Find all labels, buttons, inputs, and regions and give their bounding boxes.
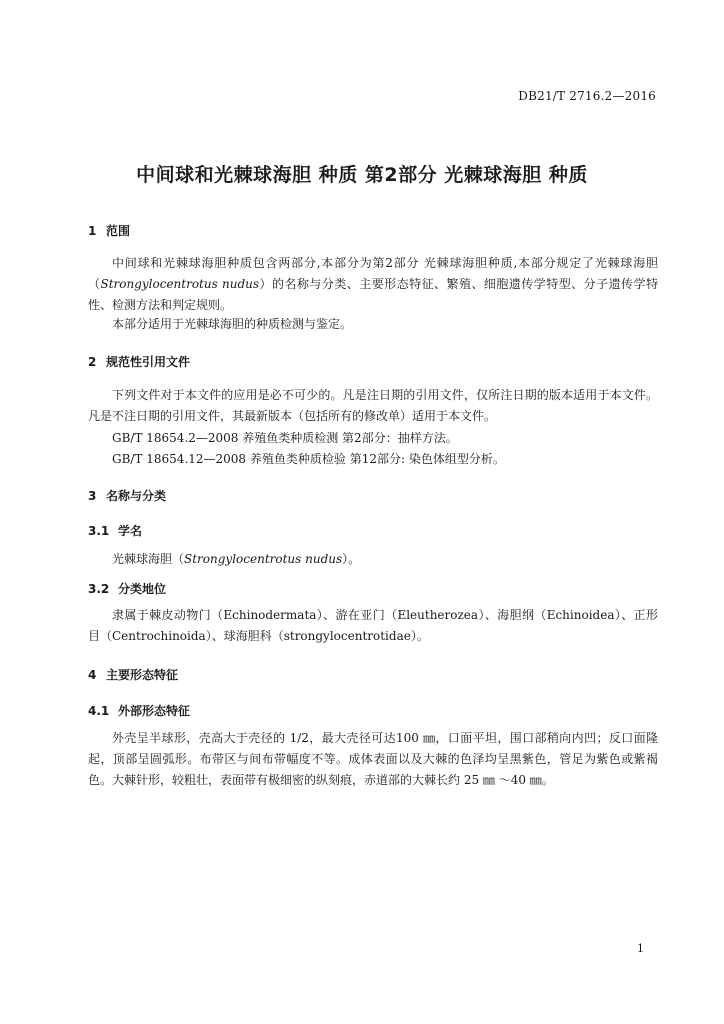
section-3-2-heading bbox=[88, 580, 166, 597]
section-title: 分类地位 bbox=[118, 582, 167, 596]
section-1-paragraph-1 bbox=[88, 253, 658, 316]
section-title: 范围 bbox=[106, 224, 131, 238]
section-title: 主要形态特征 bbox=[106, 668, 179, 682]
section-title: 外部形态特征 bbox=[118, 704, 191, 718]
section-number: 3.2 bbox=[88, 582, 110, 596]
section-number: 4.1 bbox=[88, 704, 110, 718]
page-number: 1 bbox=[637, 942, 644, 955]
normative-reference-1: GB/T 18654.2—2008 养殖鱼类种质检测 第2部分：抽样方法。 bbox=[112, 431, 458, 445]
section-4-1-heading bbox=[88, 702, 190, 719]
section-3-1-heading bbox=[88, 522, 142, 539]
section-3-1-text bbox=[88, 549, 658, 570]
section-number: 3.1 bbox=[88, 524, 110, 538]
paragraph-text: 中间球和光棘球海胆种质包含两部分,本部分为第2部分 光棘球海胆种质,本部分规定了光棘球海胆（ bbox=[88, 256, 658, 291]
section-number: 4 bbox=[88, 668, 97, 682]
document-title: 中间球和光棘球海胆 种质 第2部分 光棘球海胆 种质 bbox=[136, 164, 588, 186]
section-2-paragraph-1: 下列文件对于本文件的应用是必不可少的。凡是注日期的引用文件，仅所注日期的版本适用于本文件。凡是不注日期的引用文件，其最新版本（包括所有的修改单）适用于本文件。 bbox=[88, 388, 658, 423]
section-1-heading bbox=[88, 222, 130, 239]
section-2-heading bbox=[88, 353, 190, 370]
section-title: 学名 bbox=[118, 524, 143, 538]
section-title: 规范性引用文件 bbox=[106, 355, 191, 369]
section-number: 2 bbox=[88, 355, 97, 369]
normative-reference-2: GB/T 18654.12—2008 养殖鱼类种质检验 第12部分: 染色体组型分析。 bbox=[112, 452, 505, 466]
section-number: 3 bbox=[88, 489, 97, 503]
latin-name: Strongylocentrotus nudus bbox=[100, 277, 260, 291]
section-4-heading bbox=[88, 666, 178, 683]
section-1-paragraph-2: 本部分适用于光棘球海胆的种质检测与鉴定。 bbox=[112, 317, 353, 331]
latin-name: Strongylocentrotus nudus bbox=[184, 552, 343, 566]
section-number: 1 bbox=[88, 224, 97, 238]
paragraph-text: ）。 bbox=[342, 552, 361, 566]
paragraph-text: ）的名称与分类、主要形态特征、繁殖、细胞遗传学特型、分子遗传学特性、检测方法和判定规则。 bbox=[88, 277, 658, 312]
section-3-heading bbox=[88, 487, 166, 504]
section-4-1-text: 外壳呈半球形，壳高大于壳径的 1/2，最大壳径可达100 ㎜，口面平坦，围口部稍向内凹；反口面隆起，顶部呈圆弧形。布带区与间布带幅度不等。成体表面以及大棘的色泽均呈黑紫色，管足为紫色或紫褐色。大棘针形，较粗壮，表面带有极细密的纵刻痕，赤道部的大棘长约 25 ㎜ ～40 ㎜。 bbox=[88, 731, 658, 787]
paragraph-text: 光棘球海胆（ bbox=[112, 552, 185, 566]
standard-number: DB21/T 2716.2—2016 bbox=[518, 89, 656, 103]
section-title: 名称与分类 bbox=[106, 489, 167, 503]
section-3-2-text: 隶属于棘皮动物门（Echinodermata）、游在亚门（Eleutherozea）、海胆纲（Echinoidea）、正形目（Centrochinoida）、球海胆科（strongylocentrotidae）。 bbox=[88, 608, 658, 643]
